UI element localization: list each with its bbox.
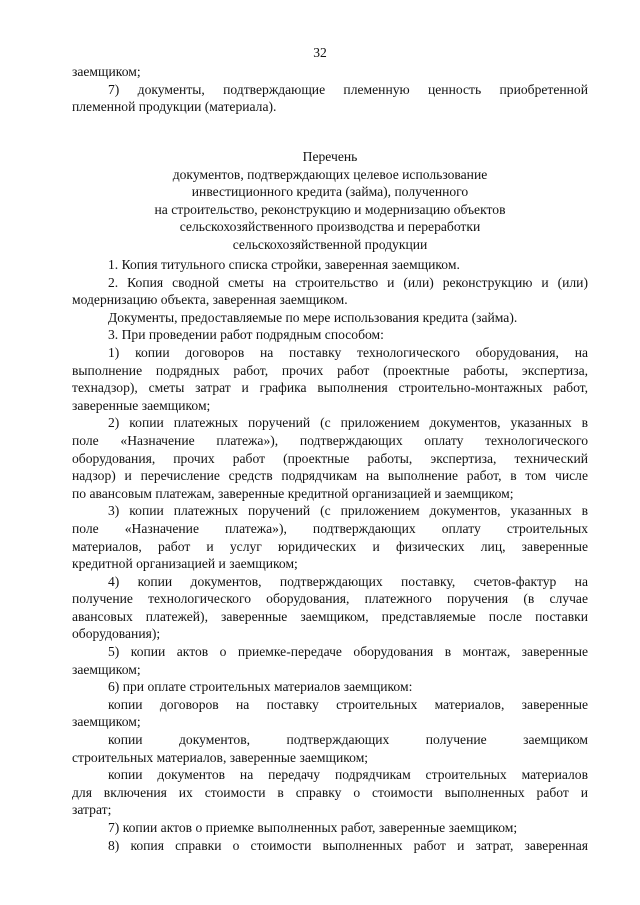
text-line: затрат; (72, 802, 112, 818)
text-line: получение технологического оборудования, платежного поручения (в случае (72, 591, 588, 607)
text-line: по авансовым платежам, заверенные кредитной организацией и заемщиком; (72, 485, 514, 501)
text-line: технадзор), сметы затрат и графика выполнения строительно-монтажных работ, (72, 380, 588, 396)
text-line: 3) копии платежных поручений (с приложением документов, указанных в (108, 503, 588, 519)
text-line: 2) копии платежных поручений (с приложением документов, указанных в (108, 415, 588, 431)
text-line: кредитной организацией и заемщиком; (72, 556, 298, 572)
text-line: модернизацию объекта, заверенная заемщиком. (72, 292, 348, 308)
text-line: поле «Назначение платежа»), подтверждающих оплату технологического (72, 432, 588, 448)
text-line: оборудования); (72, 626, 161, 642)
text-line: копии документов, подтверждающих получение заемщиком (108, 732, 588, 748)
intro-text (72, 63, 588, 116)
text-line: для включения их стоимости в справку о стоимости выполненных работ и (72, 784, 588, 800)
title-line: сельскохозяйственного производства и переработки (179, 219, 481, 235)
list-title (72, 148, 588, 254)
text-line: 7) копии актов о приемке выполненных работ, заверенные заемщиком; (108, 820, 518, 835)
text-line: надзор) и перечисление средств подрядчикам на выполнение работ, в том числе (72, 468, 588, 484)
title-line: на строительство, реконструкцию и модернизацию объектов (154, 201, 506, 217)
text-line: оборудования, прочих работ (проектные работы, экспертиза, технический (72, 450, 588, 466)
text-line: поле «Назначение платежа»), подтверждающих оплату строительных (72, 520, 588, 536)
text-line: материалов, работ и услуг юридических и физических лиц, заверенные (72, 538, 588, 554)
title-line: сельскохозяйственной продукции (232, 236, 428, 252)
text-line: 6) при оплате строительных материалов заемщиком: (108, 679, 413, 695)
title-line: инвестиционного кредита (займа), полученного (191, 184, 469, 200)
text-line: 7) документы, подтверждающие племенную ценность приобретенной (108, 81, 588, 97)
text-line: выполнение подрядных работ, прочих работ (проектные работы, экспертиза, (72, 362, 588, 378)
title-line: документов, подтверждающих целевое использование (172, 166, 488, 182)
text-line: копии договоров на поставку строительных материалов, заверенные (108, 696, 588, 712)
text-line: заемщиком; (72, 64, 141, 79)
text-line: 1) копии договоров на поставку технологического оборудования, на (108, 344, 588, 360)
page-number: 32 (313, 45, 327, 60)
text-line: строительных материалов, заверенные заемщиком; (72, 749, 369, 765)
text-line: 4) копии документов, подтверждающих поставку, счетов-фактур на (108, 573, 588, 589)
text-line: 2. Копия сводной сметы на строительство и (или) реконструкцию и (или) (108, 274, 588, 290)
text-line: 8) копия справки о стоимости выполненных работ и затрат, заверенная (108, 837, 588, 853)
title-heading: Перечень (302, 149, 358, 164)
body-text (72, 256, 588, 854)
text-line: племенной продукции (материала). (72, 99, 277, 115)
text-line: заемщиком; (72, 714, 141, 730)
text-line: заемщиком; (72, 661, 141, 677)
text-line: Документы, предоставляемые по мере использования кредита (займа). (108, 309, 518, 325)
text-line: копии документов на передачу подрядчикам строительных материалов (108, 767, 588, 783)
text-line: 5) копии актов о приемке-передаче оборудования в монтаж, заверенные (108, 644, 588, 660)
text-line: заверенные заемщиком; (72, 397, 211, 413)
text-line: 1. Копия титульного списка стройки, заверенная заемщиком. (108, 257, 460, 272)
text-line: авансовых платежей), заверенные заемщиком, представляемые после поставки (72, 608, 588, 624)
text-line: 3. При проведении работ подрядным способом: (108, 327, 384, 343)
